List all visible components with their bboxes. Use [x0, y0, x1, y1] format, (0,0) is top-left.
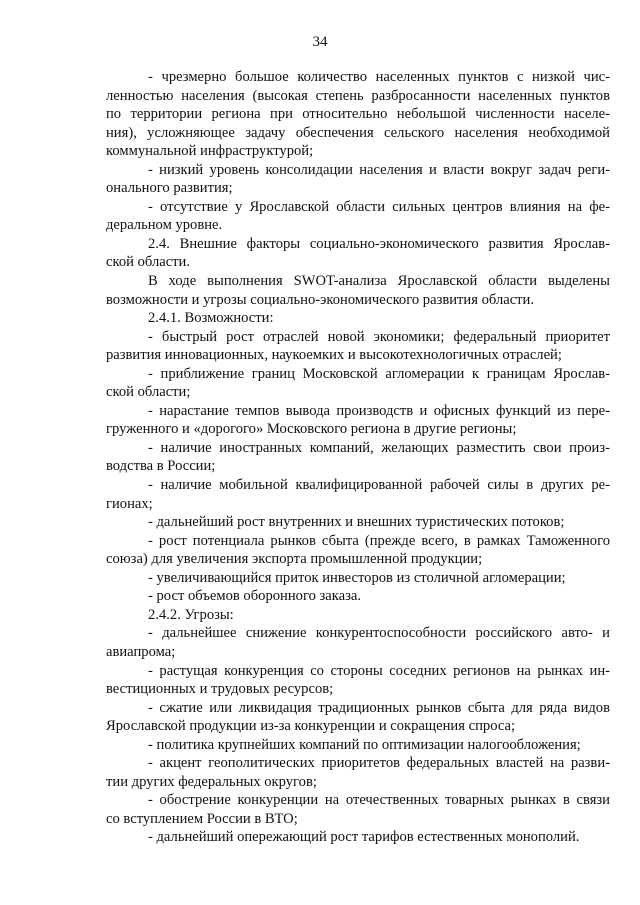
text-line: 2.4.2. Угрозы:	[148, 606, 234, 623]
text-line: - рост объемов оборонного заказа.	[148, 588, 361, 605]
text-line: 2.4. Внешние факторы социально-экономического развития Ярослав-	[148, 235, 610, 252]
text-line: развития инновационных, наукоемких и высокотехнологичных отраслей;	[106, 347, 562, 364]
text-line: онального развития;	[106, 180, 233, 197]
document-body	[106, 68, 610, 847]
text-line: ния), усложняющее задачу обеспечения сельского населения необходимой	[106, 124, 610, 141]
text-line: - рост потенциала рынков сбыта (прежде всего, в рамках Таможенного	[148, 532, 610, 549]
text-line: водства в России;	[106, 458, 216, 475]
text-line: тии других федеральных округов;	[106, 773, 317, 790]
text-line: - отсутствие у Ярославской области сильных центров влияния на фе-	[148, 198, 610, 215]
text-line: ской области.	[106, 254, 191, 271]
text-line: по территории региона при относительно небольшой численности населе-	[106, 106, 610, 123]
text-line: - нарастание темпов вывода производств и офисных функций из пере-	[148, 402, 610, 419]
text-line: гионах;	[106, 495, 153, 512]
text-line: со вступлением России в ВТО;	[106, 810, 298, 827]
text-line: - увеличивающийся приток инвесторов из столичной агломерации;	[148, 569, 566, 586]
text-line: В ходе выполнения SWOT-анализа Ярославской области выделены	[148, 273, 610, 290]
text-line: - дальнейший опережающий рост тарифов естественных монополий.	[148, 829, 580, 846]
text-line: - низкий уровень консолидации населения и власти вокруг задач реги-	[148, 161, 610, 178]
text-line: - наличие иностранных компаний, желающих разместить свои произ-	[148, 439, 610, 456]
text-line: вестиционных и трудовых ресурсов;	[106, 681, 334, 698]
text-line: - растущая конкуренция со стороны соседних регионов на рынках ин-	[148, 662, 610, 679]
text-line: - приближение границ Московской агломерации к границам Ярослав-	[148, 365, 610, 382]
text-line: возможности и угрозы социально-экономического развития области.	[106, 291, 535, 308]
text-line: - дальнейшее снижение конкурентоспособности российского авто- и	[148, 625, 610, 642]
text-line: груженного и «дорогого» Московского региона в другие регионы;	[106, 421, 517, 438]
text-line: - быстрый рост отраслей новой экономики; федеральный приоритет	[148, 328, 610, 345]
text-line: 2.4.1. Возможности:	[148, 310, 274, 327]
text-line: деральном уровне.	[106, 217, 223, 234]
text-line: - политика крупнейших компаний по оптимизации налогообложения;	[148, 736, 581, 753]
text-line: союза) для увеличения экспорта промышленной продукции;	[106, 551, 483, 568]
text-line: - акцент геополитических приоритетов федеральных властей на разви-	[148, 755, 610, 772]
text-line: - дальнейший рост внутренних и внешних туристических потоков;	[148, 514, 565, 531]
text-line: - сжатие или ликвидация традиционных рынков сбыта для ряда видов	[148, 699, 610, 716]
text-line: - обострение конкуренции на отечественных товарных рынках в связи	[148, 792, 610, 809]
text-line: - чрезмерно большое количество населенных пунктов с низкой чис-	[148, 69, 610, 85]
page-number: 34	[312, 34, 328, 50]
text-line: - наличие мобильной квалифицированной рабочей силы в других ре-	[148, 477, 610, 494]
text-line: Ярославской продукции из-за конкуренции и сокращения спроса;	[106, 718, 516, 735]
text-line: ленностью населения (высокая степень разбросанности населенных пунктов	[106, 87, 610, 104]
text-line: авиапрома;	[106, 643, 176, 660]
text-line: коммунальной инфраструктурой;	[106, 143, 314, 160]
text-line: ской области;	[106, 384, 191, 401]
